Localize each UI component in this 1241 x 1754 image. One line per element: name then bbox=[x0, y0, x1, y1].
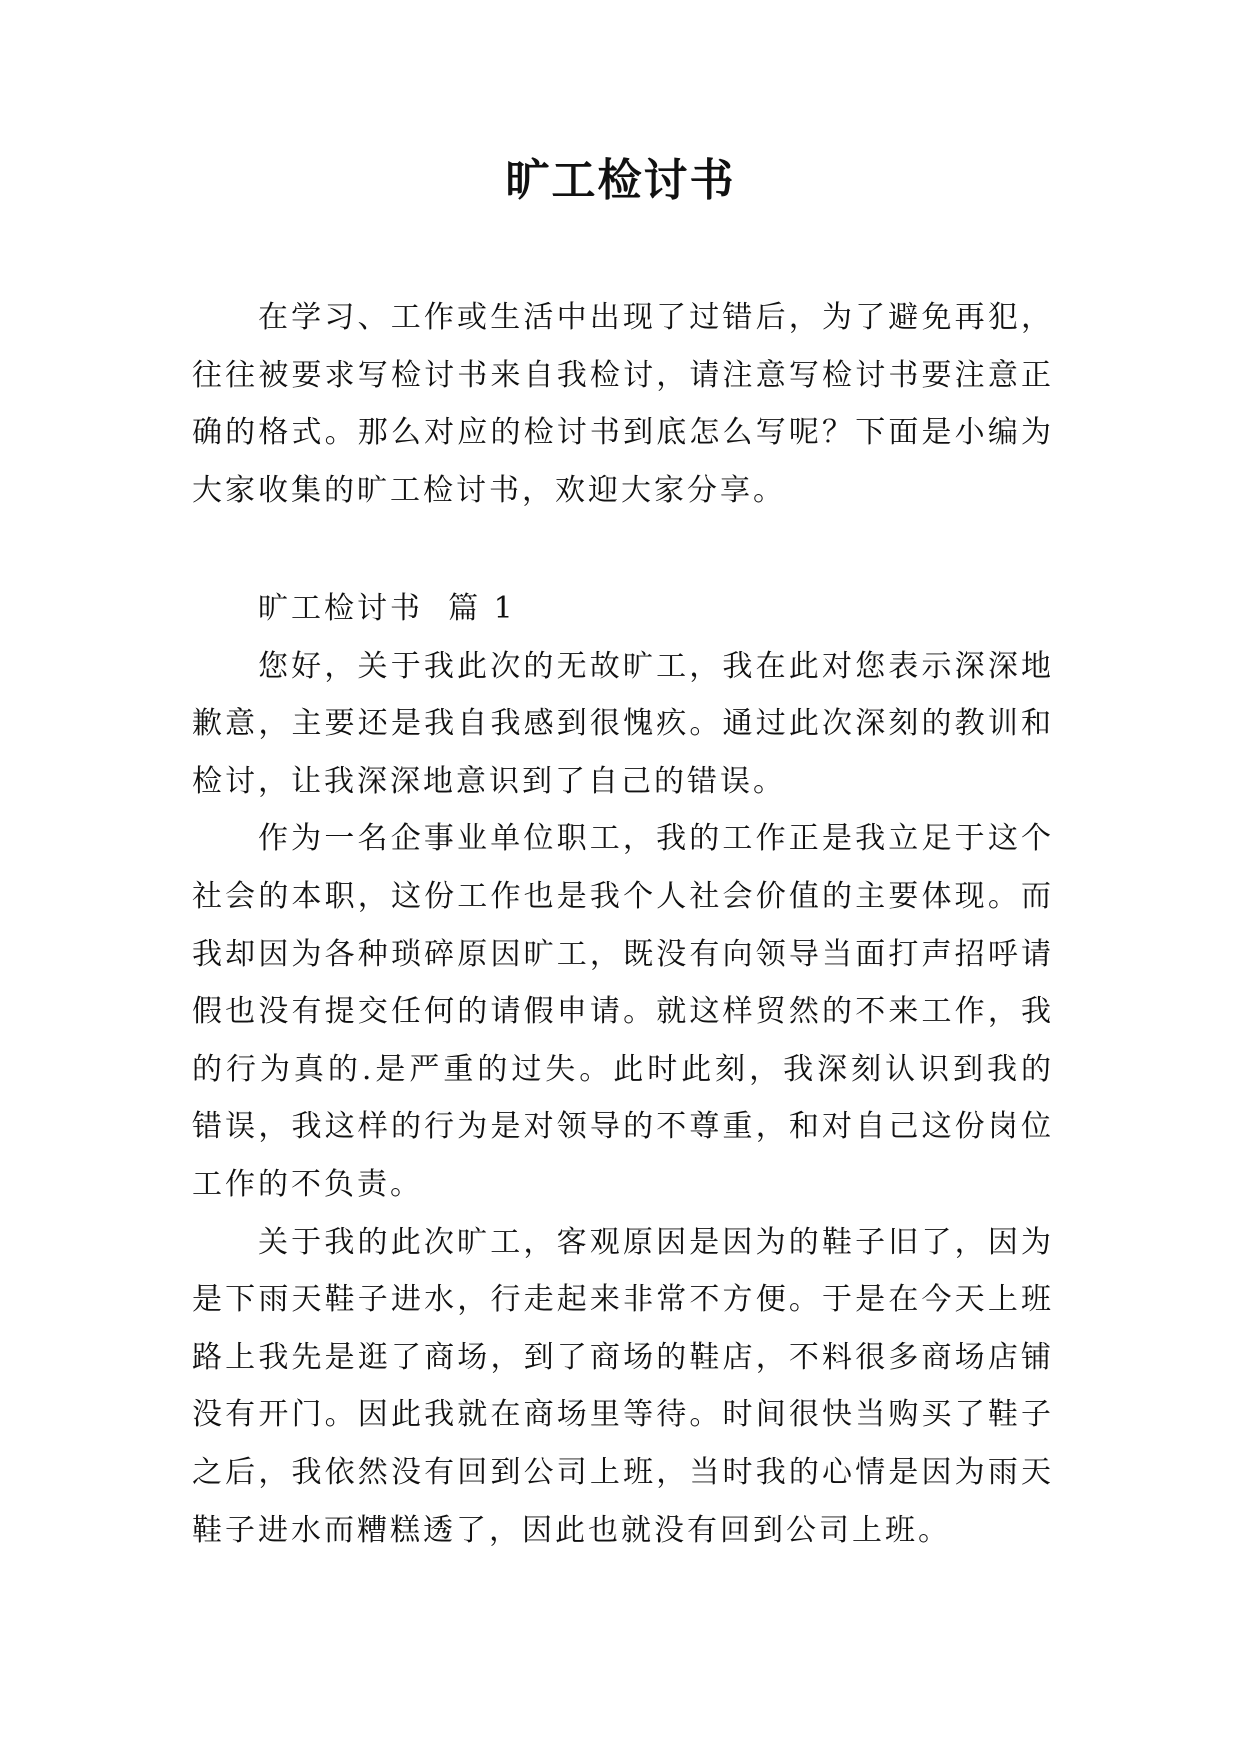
paragraph-line: 在学习、工作或生活中出现了过错后，为了避免再犯， bbox=[258, 300, 1054, 335]
paragraph-line: 之后，我依然没有回到公司上班，当时我的心情是因为雨天 bbox=[192, 1454, 1054, 1490]
section-heading: 旷工检讨书 篇 1 bbox=[258, 591, 516, 626]
paragraph-line: 作为一名企事业单位职工，我的工作正是我立足于这个 bbox=[258, 821, 1054, 857]
paragraph-line: 大家收集的旷工检讨书，欢迎大家分享。 bbox=[192, 472, 786, 508]
paragraph-line: 路上我先是逛了商场，到了商场的鞋店，不料很多商场店铺 bbox=[192, 1339, 1054, 1375]
intro-paragraph bbox=[192, 289, 1054, 519]
paragraph-line: 假也没有提交任何的请假申请。就这样贸然的不来工作，我 bbox=[192, 994, 1054, 1030]
paragraph-line: 我却因为各种琐碎原因旷工，既没有向领导当面打声招呼请 bbox=[192, 936, 1054, 972]
paragraph-line: 没有开门。因此我就在商场里等待。时间很快当购买了鞋子 bbox=[192, 1397, 1054, 1433]
body-paragraph bbox=[192, 638, 1054, 811]
paragraph-line: 确的格式。那么对应的检讨书到底怎么写呢？下面是小编为 bbox=[192, 415, 1054, 451]
paragraph-line: 的行为真的.是严重的过失。此时此刻，我深刻认识到我的 bbox=[192, 1051, 1054, 1087]
paragraph-line: 是下雨天鞋子进水，行走起来非常不方便。于是在今天上班 bbox=[192, 1282, 1054, 1318]
paragraph-line: 错误，我这样的行为是对领导的不尊重，和对自己这份岗位 bbox=[192, 1109, 1054, 1145]
paragraph-line: 歉意，主要还是我自我感到很愧疚。通过此次深刻的教训和 bbox=[192, 706, 1054, 742]
paragraph-line: 往往被要求写检讨书来自我检讨，请注意写检讨书要注意正 bbox=[192, 357, 1054, 393]
body-paragraph bbox=[192, 810, 1054, 1213]
paragraph-line: 工作的不负责。 bbox=[192, 1166, 423, 1202]
paragraph-line: 关于我的此次旷工，客观原因是因为的鞋子旧了，因为 bbox=[258, 1224, 1054, 1260]
paragraph-line: 鞋子进水而糟糕透了，因此也就没有回到公司上班。 bbox=[192, 1512, 951, 1548]
section-body bbox=[192, 580, 1054, 1559]
paragraph-line: 社会的本职，这份工作也是我个人社会价值的主要体现。而 bbox=[192, 878, 1054, 914]
paragraph-line: 您好，关于我此次的无故旷工，我在此对您表示深深地 bbox=[258, 648, 1054, 684]
body-paragraph bbox=[192, 1214, 1054, 1560]
document-title: 旷工检讨书 bbox=[505, 155, 736, 206]
paragraph-line: 检讨，让我深深地意识到了自己的错误。 bbox=[192, 763, 786, 799]
